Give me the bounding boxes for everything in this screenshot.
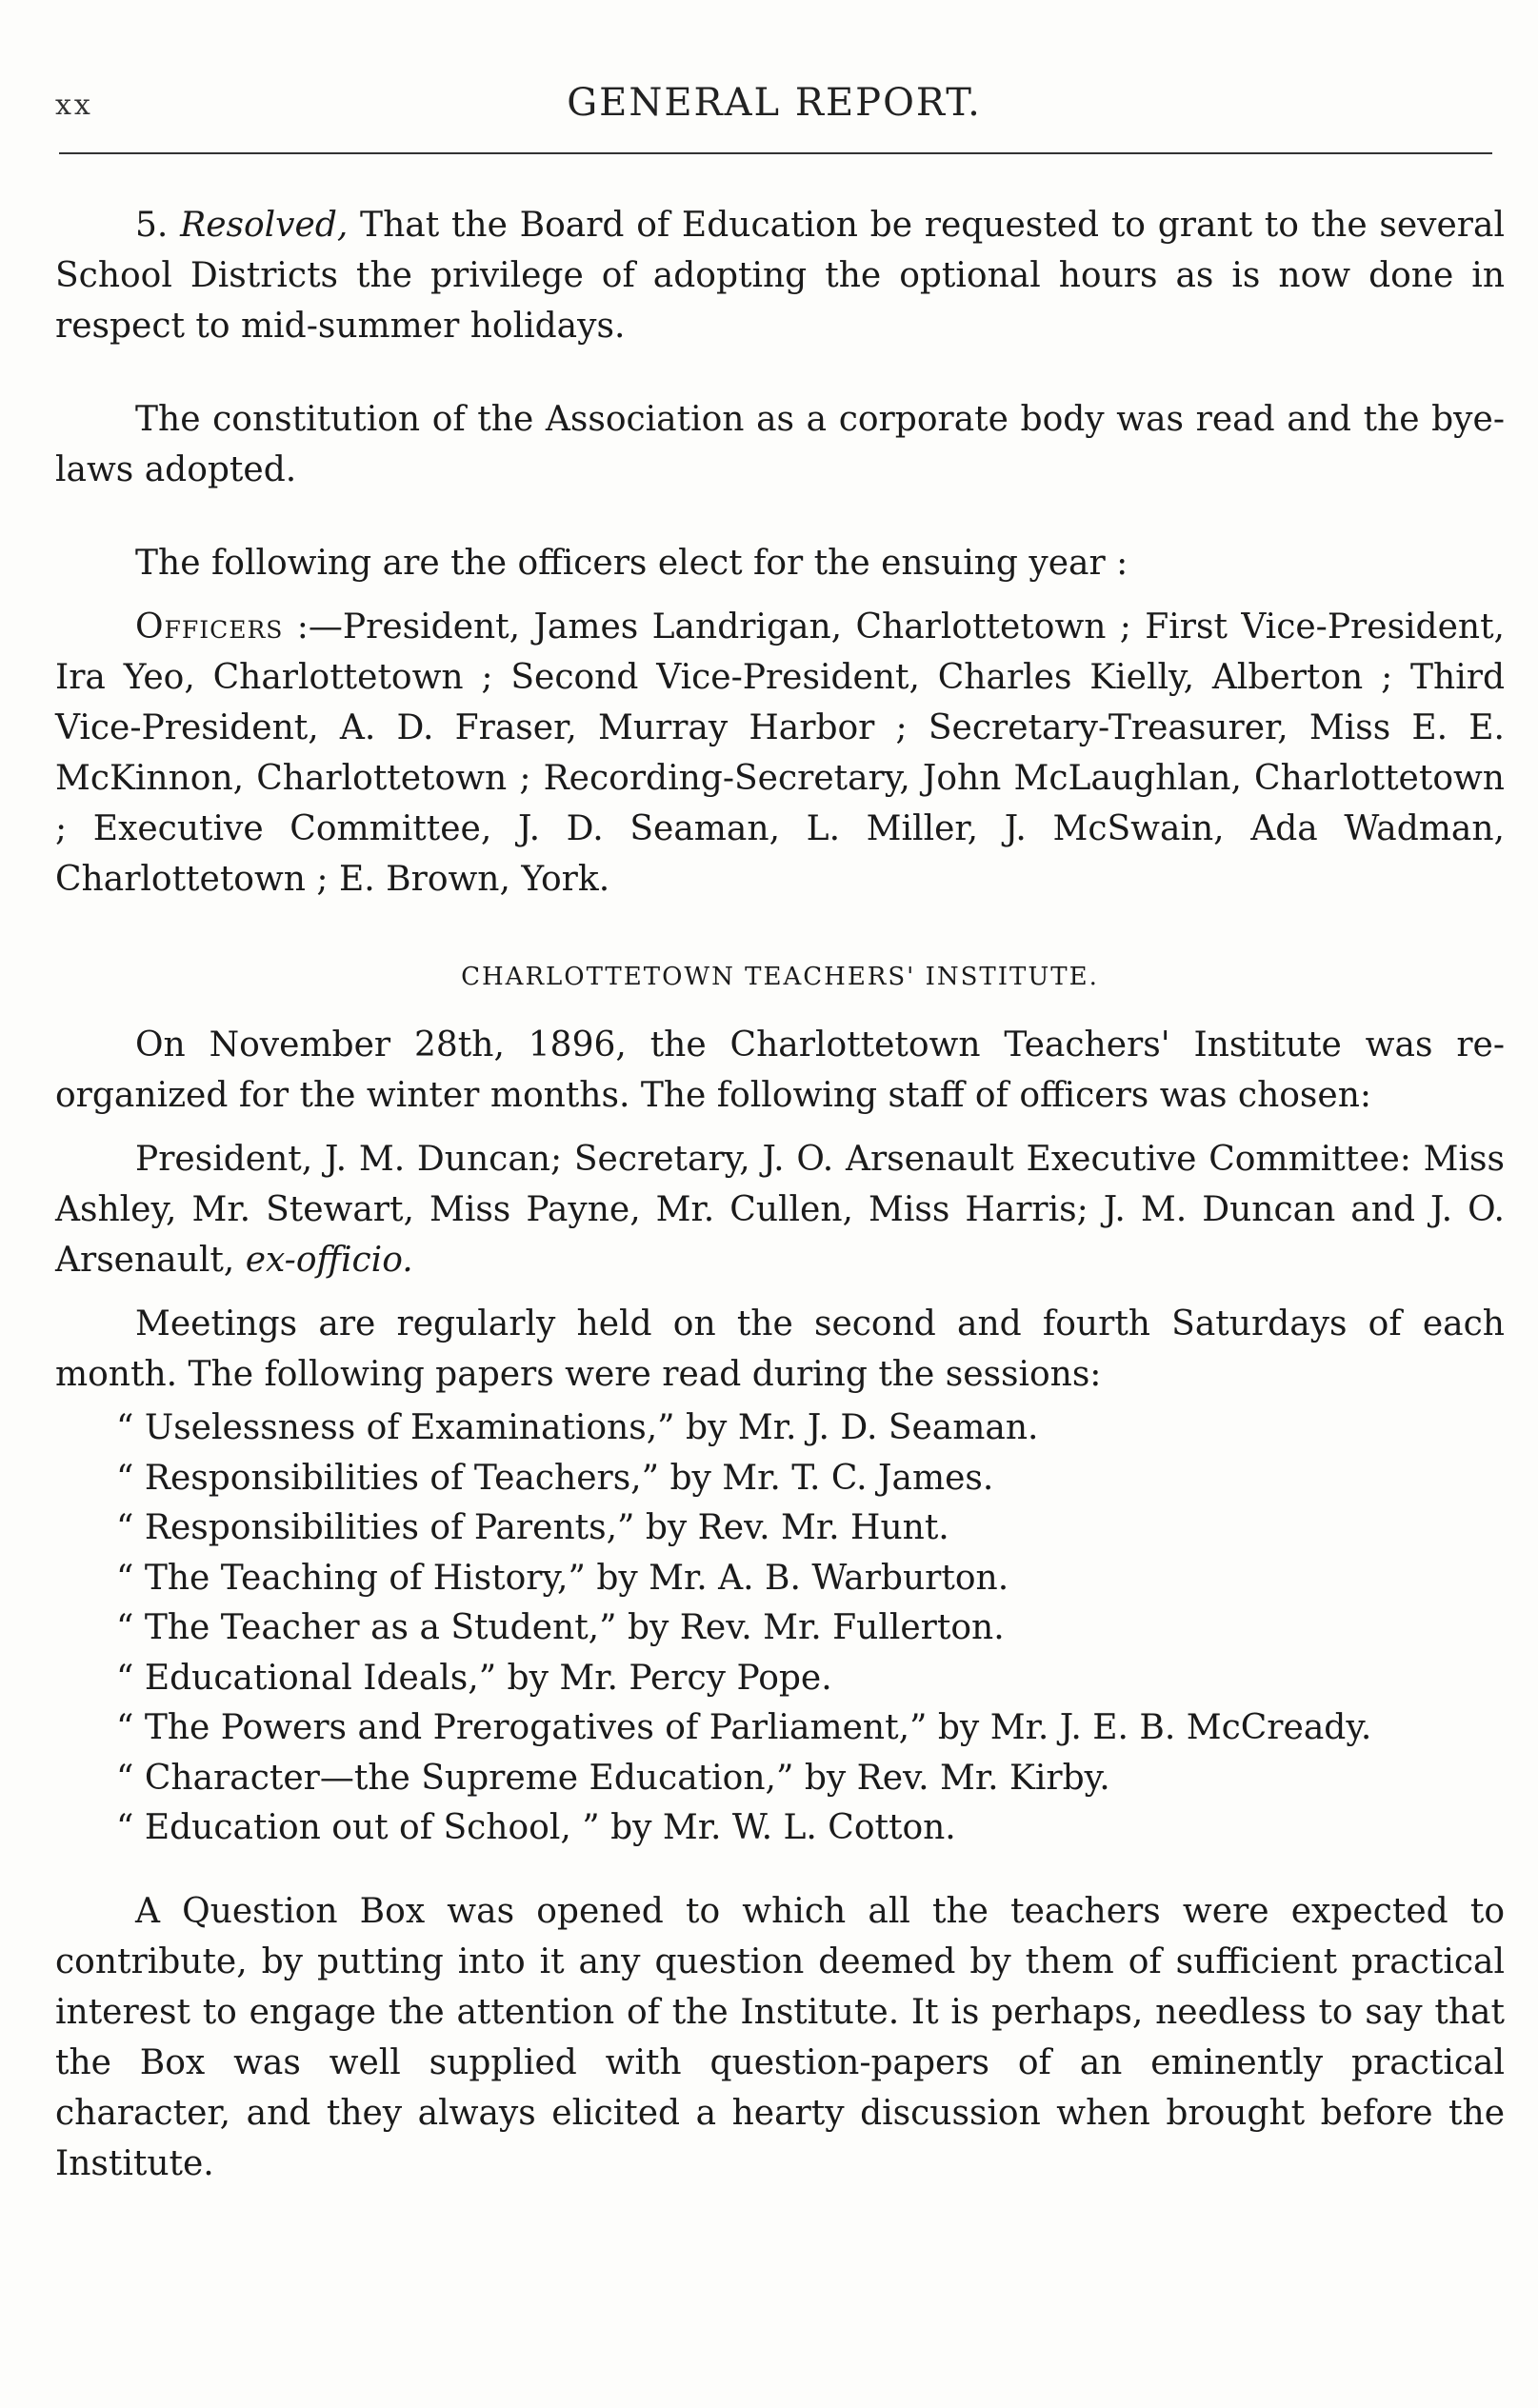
meetings-paragraph: Meetings are regularly held on the second and fourth Saturdays of each month. The following papers were read during the sessions: [55,1304,1505,1394]
paper-item: “ Responsibilities of Parents,” by Rev. Mr. Hunt. [116,1508,949,1547]
paper-item: “ The Teacher as a Student,” by Rev. Mr. Fullerton. [116,1608,1005,1647]
paper-item: “ Education out of School, ” by Mr. W. L. Cotton. [116,1808,956,1847]
paper-item: “ The Powers and Prerogatives of Parliament,” by Mr. J. E. B. McCready. [116,1708,1372,1747]
officers-text: :—President, James Landrigan, Charlottetown ; First Vice-President, Ira Yeo, Charlottetown ; Second Vice-President, Charles Kielly, Alberton ; Third Vice-President, A. D. Fraser, Murray Harbor ; Secretary-Treasurer, Miss E. E. McKinnon, Charlottetown ; Recording-Secretary, John McLaughlan, Charlottetown ; Executive Committee, J. D. Seaman, L. Miller, J. McSwain, Ada Wadman, Charlottetown ; E. Brown, York. [55,607,1505,899]
resolved-keyword: Resolved, [180,206,349,245]
resolution-paragraph [55,200,1505,351]
paper-item: “ The Teaching of History,” by Mr. A. B. Warburton. [116,1558,1009,1598]
institute-officers-paragraph [55,1134,1505,1285]
running-head [55,81,1493,129]
paper-item: “ Educational Ideals,” by Mr. Percy Pope. [116,1658,832,1698]
papers-list [55,1403,1505,1854]
officers-paragraph [55,602,1505,905]
resolution-text: That the Board of Education be requested to grant to the several School Districts the privilege of adopting the optional hours as is now done in respect to mid-summer holidays. [55,206,1505,346]
section-heading: CHARLOTTETOWN TEACHERS' INSTITUTE. [461,963,1099,991]
paper-item: “ Uselessness of Examinations,” by Mr. J. D. Seaman. [116,1408,1039,1447]
header-rule [59,152,1492,154]
institute-paragraph: On November 28th, 1896, the Charlottetown Teachers' Institute was re-organized for the winter months. The following staff of officers was chosen: [55,1025,1505,1115]
constitution-paragraph: The constitution of the Association as a corporate body was read and the bye-laws adopted. [55,400,1505,489]
paper-item: “ Responsibilities of Teachers,” by Mr. T. C. James. [116,1458,994,1498]
running-title: GENERAL REPORT. [567,81,982,125]
question-box-paragraph: A Question Box was opened to which all the teachers were expected to contribute, by putting into it any question deemed by them of sufficient practical interest to engage the attention of the Institute. It is perhaps, needless to say that the Box was well supplied with question-papers of an eminently practical character, and they always elicited a hearty discussion when brought before the Institute. [55,1891,1505,2183]
officers-intro-paragraph: The following are the officers elect for the ensuing year : [135,544,1129,583]
resolution-number: 5. [135,206,169,245]
page-number: xx [55,89,93,122]
institute-officers-text: President, J. M. Duncan; Secretary, J. O. Arsenault Executive Committee: Miss Ashley, Mr. Stewart, Miss Payne, Mr. Cullen, Miss Harris; J. M. Duncan and J. O. Arsenault, [55,1140,1505,1280]
officers-label: Officers [135,607,284,647]
ex-officio-text: ex-officio. [245,1241,413,1280]
body-text [55,200,1505,2189]
paper-item: “ Character—the Supreme Education,” by Rev. Mr. Kirby. [116,1758,1110,1798]
